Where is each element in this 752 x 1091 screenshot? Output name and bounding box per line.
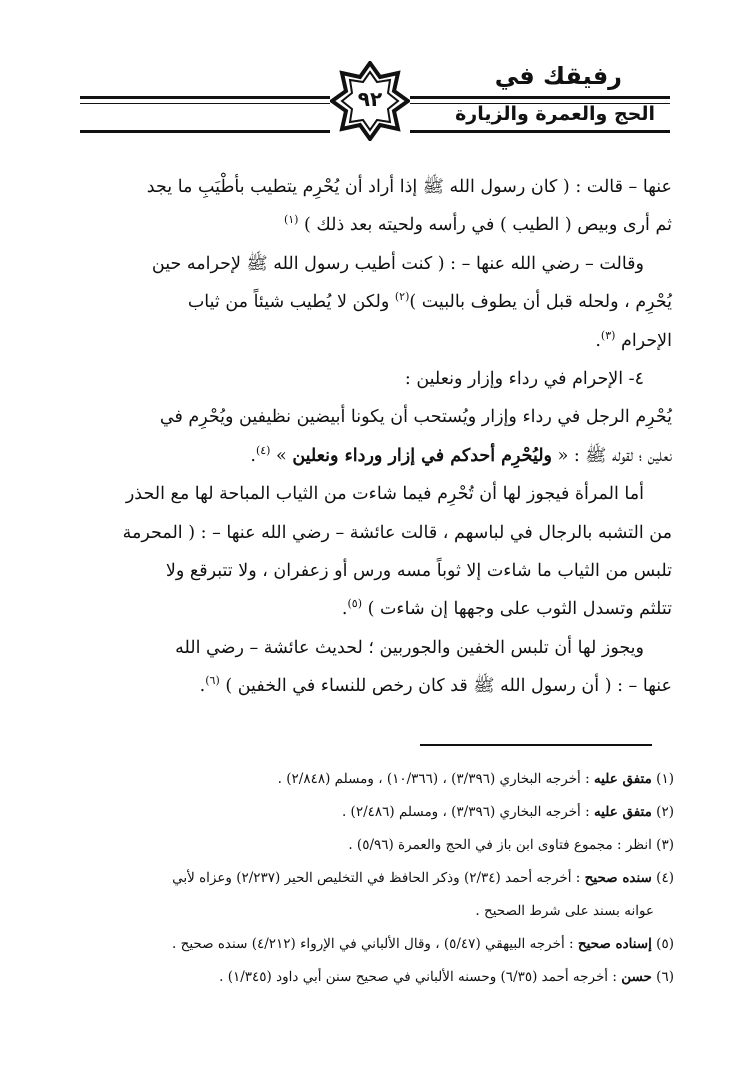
text-line [60,552,672,590]
text-run: أما المرأة فيجوز لها أن تُحْرِم فيما شاءت من الثياب المباحة لها مع الحذر [125,484,644,505]
footnote-number: (١) [656,771,674,787]
footnote-ref: (٦) [205,674,220,688]
footnotes [70,763,674,994]
text-run: يُحْرِم الرجل في رداء وإزار ويُستحب أن يكونا أبيضين نظيفين ويُحْرِم في [159,407,672,428]
text-run: وقالت – رضي الله عنها – : ( كنت أطيب رسول الله ﷺ لإحرامه حين [151,253,644,274]
text-run: ولكن لا يُطيب شيئاً من ثياب [187,292,395,313]
footnote [70,796,674,829]
footnote [70,928,674,961]
text-run: من التشبه بالرجال في لباسهم ، قالت عائشة – رضي الله عنها – : ( المحرمة [122,522,672,543]
text-run: عنها – قالت : ( كان رسول الله ﷺ إذا أراد أن يُحْرِم يتطيب بأطْيَبِ ما يجد [146,177,672,197]
text-run: الإحرام [620,330,672,351]
text-line [60,475,672,513]
footnote-number: (٥) [656,936,674,952]
text-line [60,245,672,283]
footnote-text: : أخرجه البخاري (٣/٣٩٦) ، (١٠/٣٦٦) ، ومسلم (٢/٨٤٨) . [277,771,594,787]
text-line [60,206,672,244]
text-run: ويجوز لها أن تلبس الخفين والجوربين ؛ لحديث عائشة – رضي الله [175,637,644,658]
text-run: . [595,330,601,351]
page-header [80,48,670,143]
footnote-ref: (٥) [347,597,362,611]
footnote-text: : أخرجه البيهقي (٥/٤٧) ، وقال الألباني في الإرواء (٤/٢١٢) سنده صحيح . [172,936,578,952]
text-line [60,322,672,360]
footnote-text: : أخرجه أحمد (٢/٣٤) وذكر الحافظ في التخليص الحير (٢/٢٣٧) وعزاه لأبي [172,870,585,886]
footnote-grade: متفق عليه [593,804,652,820]
text-line [60,168,672,206]
text-line [60,283,672,321]
text-run: تتلثم وتسدل الثوب على وجهها إن شاءت ) [367,599,672,620]
footnote-grade: إسناده صحيح [577,936,652,952]
footnote-number: (٦) [656,969,674,985]
footnote-text: : أخرجه أحمد (٦/٣٥) وحسنه الألباني في صحيح سنن أبي داود (١/٣٤٥) . [219,969,622,985]
footnote [70,763,674,796]
footnote-number: (٢) [656,804,674,820]
text-line [60,629,672,667]
text-run: . [199,676,206,697]
text-run: . [341,599,348,620]
footnote-grade: متفق عليه [593,771,652,787]
section-heading [60,360,672,398]
footnote-text: انظر : مجموع فتاوى ابن باز في الحج والعمرة (٥/٩٦) . [348,837,657,853]
page-number-badge [330,61,410,141]
text-run: يُحْرِم ، ولحله قبل أن يطوف بالبيت ) [409,292,672,313]
series-title: رفيقك في [494,62,622,90]
book-subtitle: الحج والعمرة والزيارة [455,103,655,125]
footnote-ref: (٣) [600,328,616,342]
footnote-number: (٣) [656,837,674,853]
text-line [60,590,672,628]
footnote-grade: سنده صحيح [584,870,652,886]
text-line [60,437,672,475]
heading-text: ٤- الإحرام في رداء وإزار ونعلين : [404,369,644,390]
footnote-text: عوانه بسند على شرط الصحيح . [475,903,654,919]
footnote [70,829,674,862]
text-run: عنها – : ( أن رسول الله ﷺ قد كان رخص للنساء في الخفين ) [225,676,672,697]
footnote-ref: (٢) [394,290,410,304]
hadith-quote: وليُحْرِم أحدكم في إزار ورداء ونعلين [292,445,553,466]
footnote-ref: (١) [283,213,299,227]
text-run: » [276,445,293,466]
text-run: . [250,445,256,466]
text-run: تلبس من الثياب ما شاءت إلا ثوباً مسه ورس أو زعفران ، ولا تتبرقع ولا [165,561,672,582]
text-line [60,514,672,552]
footnote-ref: (٤) [255,444,271,458]
text-line [60,398,672,436]
footnote [70,961,674,994]
footnote-number: (٤) [656,870,674,886]
footnote-grade: حسن [621,969,652,985]
text-run: ثم أرى وبيص ( الطيب ) في رأسه ولحيته بعد ذلك ) [304,215,672,236]
text-run: نعلين ؛ لقوله ﷺ : « [552,445,672,466]
text-line [60,667,672,705]
footnote-separator [420,744,652,746]
main-text [60,168,672,706]
footnote [70,862,674,895]
footnote-continuation [70,895,674,928]
footnote-text: : أخرجه البخاري (٣/٣٩٦) ، ومسلم (٢/٤٨٦) . [341,804,594,820]
page-number: ٩٢ [357,87,383,111]
